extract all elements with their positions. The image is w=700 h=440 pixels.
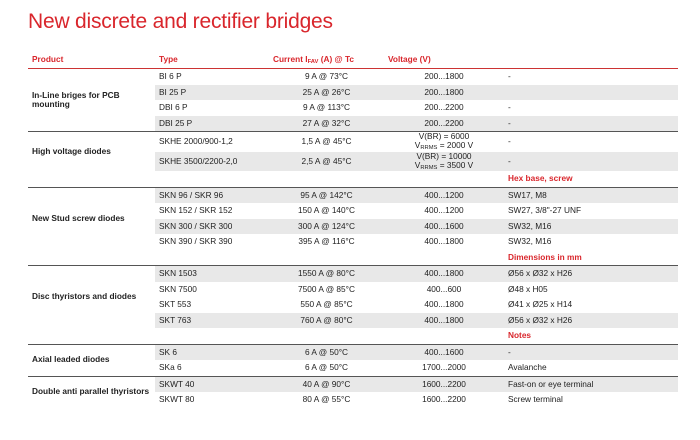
table-row — [28, 376, 678, 392]
notes-cell: - — [504, 152, 678, 172]
header-product: Product — [28, 52, 155, 69]
page-title: New discrete and rectifier bridges — [28, 10, 333, 33]
notes-cell: SW32, M16 — [504, 219, 678, 235]
current-cell: 1,5 A @ 45°C — [269, 132, 384, 152]
current-cell: 6 A @ 50°C — [269, 344, 384, 360]
type-cell: SKWT 40 — [155, 376, 269, 392]
notes-cell: - — [504, 116, 678, 132]
voltage-cell: 200...2200 — [384, 116, 504, 132]
type-cell: SKN 152 / SKR 152 — [159, 205, 233, 216]
notes-cell: - — [508, 102, 511, 113]
type-cell: BI 25 P — [155, 85, 269, 101]
current-cell: 150 A @ 140°C — [298, 205, 355, 216]
notes-cell — [504, 85, 678, 101]
type-cell: BI 6 P — [155, 69, 269, 85]
voltage-cell: 400...600 — [426, 283, 462, 294]
type-cell: SKHE 3500/2200-2,0 — [155, 152, 269, 172]
current-cell: 27 A @ 32°C — [269, 116, 384, 132]
notes-cell: SW27, 3/8"-27 UNF — [508, 205, 582, 216]
notes-cell: - — [504, 132, 678, 152]
voltage-cell: 1700...2000 — [422, 362, 466, 373]
subheader-row — [28, 328, 678, 344]
notes-cell: - — [504, 344, 678, 360]
notes-cell: Ø48 x H05 — [508, 283, 548, 294]
type-cell: SKN 300 / SKR 300 — [155, 219, 269, 235]
notes-cell: Screw terminal — [508, 394, 563, 405]
type-cell: SKN 390 / SKR 390 — [159, 236, 233, 247]
current-cell: 7500 A @ 85°C — [298, 283, 355, 294]
voltage-cell: 200...1800 — [384, 69, 504, 85]
current-cell: 300 A @ 124°C — [269, 219, 384, 235]
notes-cell: Ø41 x Ø25 x H14 — [508, 299, 573, 310]
type-cell: SKHE 2000/900-1,2 — [155, 132, 269, 152]
voltage-cell: 400...1600 — [384, 219, 504, 235]
product-name: Disc thyristors and diodes — [28, 266, 155, 329]
subheader-row — [28, 171, 678, 187]
table-row — [28, 69, 678, 85]
voltage-cell: 200...2200 — [424, 102, 464, 113]
header-notes — [504, 52, 678, 69]
product-name: Axial leaded diodes — [28, 344, 155, 376]
voltage-cell: V(BR) = 10000 VRRMS = 3500 V — [384, 152, 504, 172]
header-type: Type — [155, 52, 269, 69]
subheader-row — [28, 250, 678, 266]
table-row — [28, 132, 678, 152]
current-cell: 395 A @ 116°C — [298, 236, 355, 247]
voltage-cell: 400...1800 — [384, 266, 504, 282]
header-current: Current IFAV (A) @ Tc — [269, 52, 384, 69]
current-cell: 550 A @ 85°C — [300, 299, 353, 310]
product-name: New Stud screw diodes — [28, 187, 155, 250]
type-cell: SKWT 80 — [159, 394, 195, 405]
notes-cell: Ø56 x Ø32 x H26 — [504, 266, 678, 282]
type-cell: DBI 25 P — [155, 116, 269, 132]
subheader-hex-base: Hex base, screw — [508, 173, 573, 184]
current-cell: 9 A @ 73°C — [269, 69, 384, 85]
notes-cell: Avalanche — [508, 362, 547, 373]
voltage-cell: 400...1600 — [384, 344, 504, 360]
notes-cell: Fast-on or eye terminal — [504, 376, 678, 392]
notes-cell: - — [504, 69, 678, 85]
type-cell: SKT 553 — [159, 299, 192, 310]
type-cell: DBI 6 P — [159, 102, 188, 113]
type-cell: SKN 1503 — [155, 266, 269, 282]
subheader-notes: Notes — [508, 330, 532, 341]
current-cell: 80 A @ 55°C — [302, 394, 351, 405]
type-cell: SKT 763 — [155, 313, 269, 329]
table-row — [28, 187, 678, 203]
product-name: High voltage diodes — [28, 132, 155, 172]
current-cell: 9 A @ 113°C — [302, 102, 351, 113]
voltage-cell: 1600...2200 — [422, 394, 466, 405]
voltage-cell: 400...1800 — [424, 236, 464, 247]
type-cell: SKa 6 — [159, 362, 182, 373]
notes-cell: SW17, M8 — [504, 187, 678, 203]
table-row — [28, 344, 678, 360]
current-cell: 25 A @ 26°C — [269, 85, 384, 101]
product-table — [28, 52, 678, 408]
voltage-cell: 200...1800 — [384, 85, 504, 101]
header-voltage: Voltage (V) — [384, 52, 504, 69]
type-cell: SKN 96 / SKR 96 — [155, 187, 269, 203]
type-cell: SKN 7500 — [159, 283, 197, 294]
notes-cell: Ø56 x Ø32 x H26 — [504, 313, 678, 329]
subheader-dimensions: Dimensions in mm — [508, 251, 582, 262]
voltage-cell: V(BR) = 6000 VRRMS = 2000 V — [384, 132, 504, 152]
current-cell: 760 A @ 80°C — [269, 313, 384, 329]
product-name: Double anti parallel thyristors — [28, 376, 155, 408]
current-cell: 1550 A @ 80°C — [269, 266, 384, 282]
voltage-cell: 1600...2200 — [384, 376, 504, 392]
current-cell: 40 A @ 90°C — [269, 376, 384, 392]
current-cell: 2,5 A @ 45°C — [269, 152, 384, 172]
voltage-cell: 400...1800 — [424, 299, 464, 310]
header-row — [28, 52, 678, 69]
notes-cell: SW32, M16 — [508, 236, 552, 247]
voltage-cell: 400...1200 — [384, 187, 504, 203]
product-name: In-Line briges for PCB mounting — [28, 69, 155, 132]
voltage-cell: 400...1200 — [424, 205, 464, 216]
current-cell: 95 A @ 142°C — [269, 187, 384, 203]
voltage-cell: 400...1800 — [384, 313, 504, 329]
current-cell: 6 A @ 50°C — [304, 362, 349, 373]
type-cell: SK 6 — [155, 344, 269, 360]
table-row — [28, 266, 678, 282]
